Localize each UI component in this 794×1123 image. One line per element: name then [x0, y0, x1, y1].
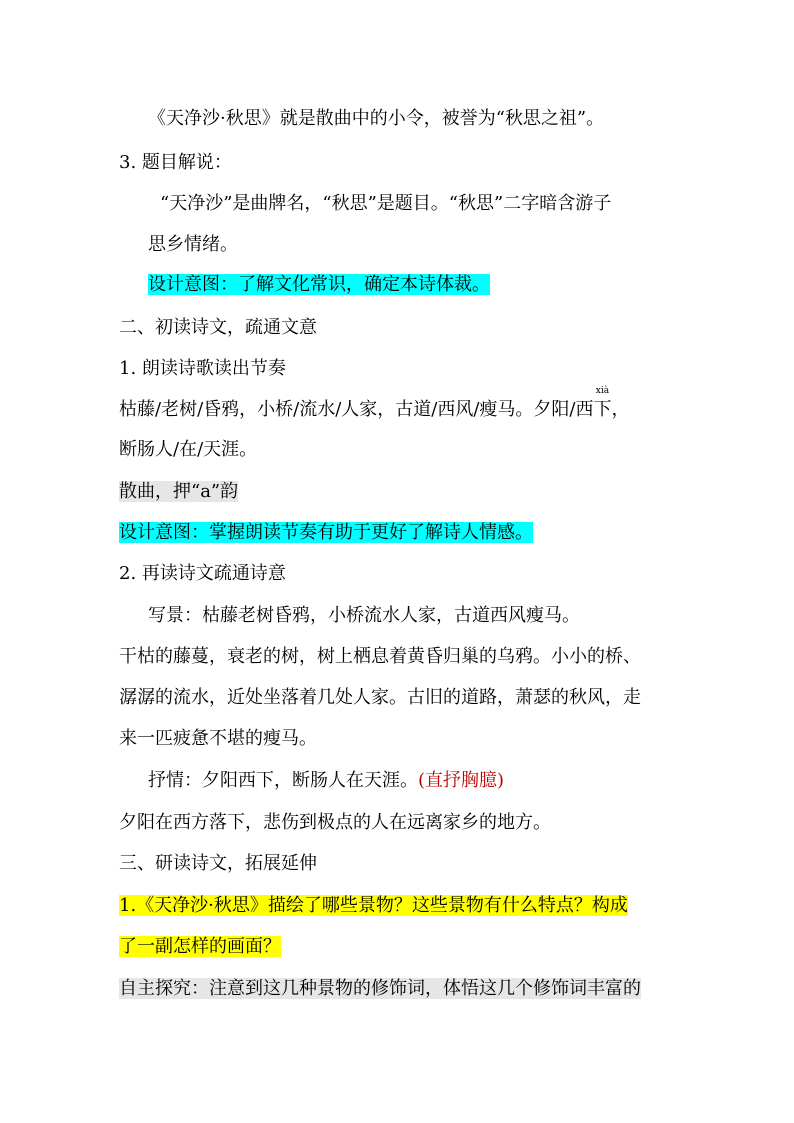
subheading: 2. 再读诗文疏通诗意 [119, 563, 286, 584]
highlight-gray: 散曲，押“a”韵 [119, 481, 239, 502]
translation-line: 来一匹疲惫不堪的瘦马。 [119, 728, 317, 749]
ruby-base: 下 [593, 399, 612, 420]
emotion-line [148, 768, 504, 794]
highlight-cyan: 设计意图：了解文化常识，确定本诗体裁。 [148, 274, 490, 295]
highlight-yellow: 1.《天净沙·秋思》描绘了哪些景物？这些景物有什么特点？构成 [119, 895, 628, 916]
highlight-yellow: 了一副怎样的画面？ [119, 936, 281, 957]
rhythm-line: 断肠人/在/天涯。 [119, 439, 258, 460]
text-line: 思乡情绪。 [148, 234, 238, 255]
text-line: 《天净沙·秋思》就是散曲中的小令，被誉为“秋思之祖”。 [148, 108, 605, 129]
pinyin-annotation: xià [595, 386, 610, 396]
section-heading: 三、研读诗文，拓展延伸 [119, 853, 317, 874]
highlight-gray: 自主探究：注意到这几种景物的修饰词，体悟这几个修饰词丰富的 [119, 978, 641, 999]
text-line: “天净沙”是曲牌名，“秋思”是题目。“秋思”二字暗含游子 [160, 193, 612, 214]
translation-line: 潺潺的流水，近处坐落着几处人家。古旧的道路，萧瑟的秋风，走 [119, 687, 641, 708]
direct-expression-note: (直抒胸臆) [418, 770, 505, 791]
translation-line: 干枯的藤蔓，衰老的树，树上栖息着黄昏归巢的乌鸦。小小的桥、 [119, 646, 641, 667]
subheading: 1. 朗读诗歌读出节奏 [119, 358, 286, 379]
question-line [119, 893, 628, 919]
section-heading: 二、初读诗文，疏通文意 [119, 317, 317, 338]
heading-topic-explanation: 3. 题目解说： [119, 152, 232, 173]
rhyme-note [119, 479, 238, 505]
design-intent-note [148, 272, 490, 298]
question-line [119, 934, 281, 960]
translation-line: 夕阳在西方落下，悲伤到极点的人在远离家乡的地方。 [119, 812, 551, 833]
ruby-xia [593, 386, 612, 423]
rhythm-punct: ， [611, 399, 630, 420]
exploration-line [119, 976, 641, 1002]
highlight-cyan: 设计意图：掌握朗读节奏有助于更好了解诗人情感。 [119, 522, 533, 543]
rhythm-line [119, 386, 630, 423]
rhythm-text: 枯藤/老树/昏鸦，小桥/流水/人家，古道/西风/瘦马。夕阳/西 [119, 399, 594, 420]
design-intent-note [119, 520, 533, 546]
scene-lines: 写景：枯藤老树昏鸦，小桥流水人家，古道西风瘦马。 [148, 605, 580, 626]
emotion-text: 抒情：夕阳西下，断肠人在天涯。 [148, 770, 418, 791]
